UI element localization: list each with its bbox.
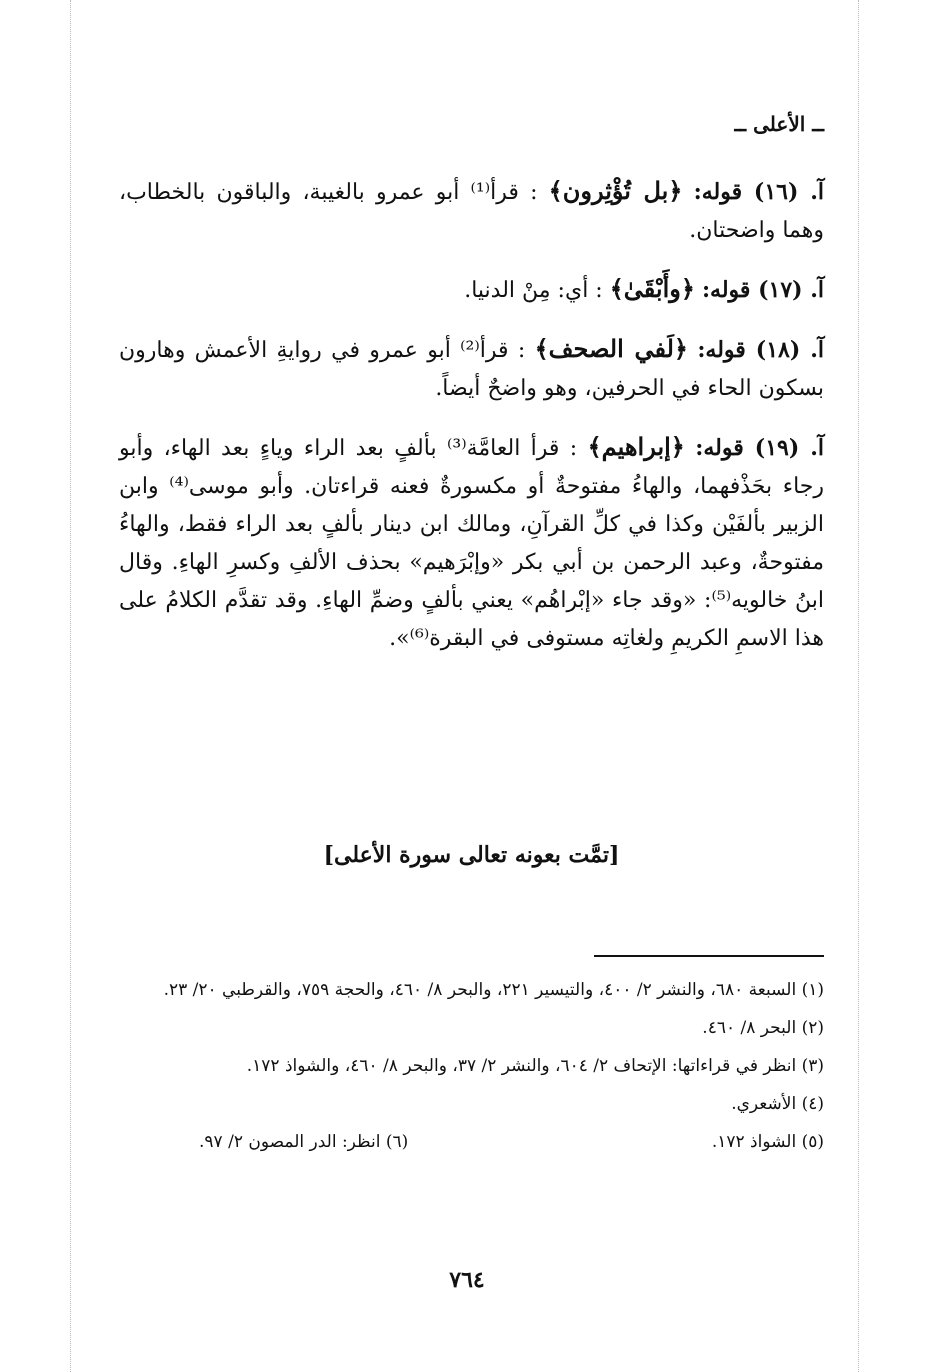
scan-guide-line bbox=[858, 0, 859, 1372]
verse-paragraph-17 bbox=[119, 270, 824, 310]
footnote: (١) السبعة ٦٨٠، والنشر ٢/ ٤٠٠، والتيسير ٢٢١، والبحر ٨/ ٤٦٠، والحجة ٧٥٩، والقرطبي ٢٠/ ٢٣. bbox=[163, 980, 824, 1000]
verse-paragraph-18 bbox=[119, 330, 824, 408]
footnote-row bbox=[119, 1127, 824, 1157]
footnote: (٦) انظر: الدر المصون ٢/ ٩٧. bbox=[199, 1132, 409, 1152]
main-text bbox=[119, 172, 824, 678]
footnote-rule bbox=[594, 955, 824, 957]
quran-quote: ﴿بل تُؤْثِرون﴾ bbox=[548, 176, 683, 205]
commentary-text: : قرأ⁽¹⁾ أبو عمرو بالغيبة، والباقون بالخطاب، وهما واضحتان. bbox=[119, 180, 824, 243]
commentary-text: : قرأ⁽²⁾ أبو عمرو في روايةِ الأعمش وهارون بسكون الحاء في الحرفين، وهو واضحٌ أيضاً. bbox=[119, 338, 824, 401]
verse-paragraph-19 bbox=[119, 428, 824, 658]
verse-lead: آ. (١٩) قوله: bbox=[695, 435, 825, 461]
footnote: (٤) الأشعري. bbox=[731, 1094, 824, 1114]
quran-quote: ﴿إبراهيم﴾ bbox=[587, 432, 685, 461]
closing-line: [تمَّت بعونه تعالى سورة الأعلى] bbox=[323, 842, 620, 868]
verse-lead: آ. (١٨) قوله: bbox=[697, 337, 825, 363]
commentary-text: : قرأ العامَّة⁽³⁾ بألفٍ بعد الراء وياءٍ بعد الهاء، وأبو رجاء بحَذْفهما، والهاءُ مفتوحةٌ أو مكسورةٌ فعنه قراءتان. وأبو موسى⁽⁴⁾ وابن الزبير بألفَيْن وكذا في كلِّ القرآنِ، ومالك ابن دينار بألفٍ بعد الراء فقط، والهاءُ مفتوحةٌ، وعبد الرحمن بن أبي بكر «وإبْرَهيم» بحذف الألفِ وكسرِ الهاءِ. وقال ابنُ خالويه⁽⁵⁾: «وقد جاء «إبْراهُم» يعني بألفٍ وضمِّ الهاءِ. وقد تقدَّم الكلامُ على هذا الاسمِ الكريمِ ولغاتِه مستوفى في البقرة⁽⁶⁾». bbox=[119, 436, 825, 651]
verse-lead: آ. (١٦) قوله: bbox=[693, 179, 824, 205]
footnotes bbox=[119, 975, 824, 1157]
commentary-text: : أي: مِنْ الدنيا. bbox=[464, 278, 603, 303]
running-head: ــ الأعلى ــ bbox=[734, 112, 824, 136]
page-number: ٧٦٤ bbox=[449, 1267, 485, 1293]
footnote: (٢) البحر ٨/ ٤٦٠. bbox=[702, 1018, 824, 1038]
quran-quote: ﴿لَفي الصحف﴾ bbox=[534, 334, 688, 363]
verse-paragraph-16 bbox=[119, 172, 824, 250]
quran-quote: ﴿وأَبْقَىٰ﴾ bbox=[609, 274, 695, 303]
footnote: (٣) انظر في قراءاتها: الإتحاف ٢/ ٦٠٤، والنشر ٢/ ٣٧، والبحر ٨/ ٤٦٠، والشواذ ١٧٢. bbox=[246, 1056, 824, 1076]
scan-guide-line bbox=[70, 0, 71, 1372]
footnote: (٥) الشواذ ١٧٢. bbox=[711, 1132, 824, 1152]
verse-lead: آ. (١٧) قوله: bbox=[701, 277, 824, 303]
